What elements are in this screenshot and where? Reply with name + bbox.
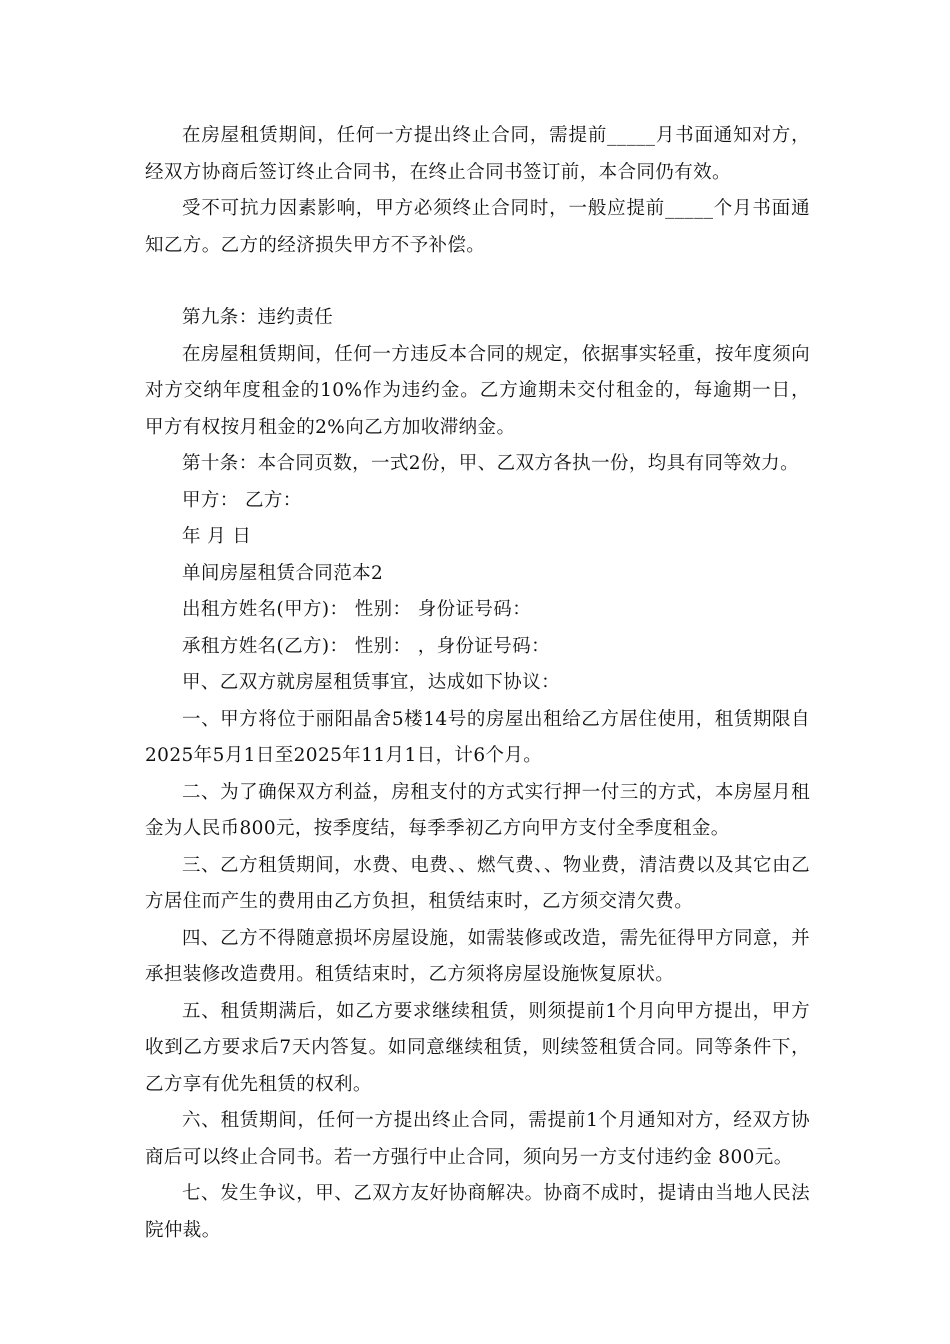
clause-3: 三、乙方租赁期间，水费、电费、、燃气费、、物业费，清洁费以及其它由乙方居住而产生的费用由乙方负担，租赁结束时，乙方须交清欠费。 [145, 854, 810, 912]
lessee-info: 承租方姓名(乙方)： 性别： ，身份证号码： [182, 635, 550, 657]
signature-date: 年 月 日 [182, 526, 252, 547]
clause-4: 四、乙方不得随意损坏房屋设施，如需装修或改造，需先征得甲方同意，并承担装修改造费用。租赁结束时，乙方须将房屋设施恢复原状。 [145, 927, 810, 985]
paragraph-gap [145, 264, 810, 300]
heading-article-nine: 第九条：违约责任 [182, 307, 334, 328]
paragraph-termination-notice: 在房屋租赁期间，任何一方提出终止合同，需提前_____月书面通知对方，经双方协商后签订终止合同书，在终止合同书签订前，本合同仍有效。 [145, 125, 810, 183]
signature-parties: 甲方： 乙方： [182, 489, 302, 511]
paragraph-force-majeure: 受不可抗力因素影响，甲方必须终止合同时，一般应提前_____个月书面通知乙方。乙方的经济损失甲方不予补偿。 [145, 198, 810, 256]
clause-7: 七、发生争议，甲、乙双方友好协商解决。协商不成时，提请由当地人民法院仲裁。 [145, 1183, 810, 1241]
lessor-info: 出租方姓名(甲方)： 性别： 身份证号码： [182, 599, 532, 620]
paragraph-breach-liability: 在房屋租赁期间，任何一方违反本合同的规定，依据事实轻重，按年度须向对方交纳年度租金的10%作为违约金。乙方逾期未交付租金的，每逾期一日，甲方有权按月租金的2%向乙方加收滞纳金。 [145, 343, 810, 438]
paragraph-article-ten: 第十条：本合同页数，一式2份，甲、乙双方各执一份，均具有同等效力。 [182, 453, 799, 474]
document-body [145, 118, 810, 1249]
contract-template-title: 单间房屋租赁合同范本2 [182, 562, 384, 584]
clause-2: 二、为了确保双方利益，房租支付的方式实行押一付三的方式，本房屋月租金为人民币800元，按季度结，每季季初乙方向甲方支付全季度租金。 [145, 781, 810, 839]
clause-5: 五、租赁期满后，如乙方要求继续租赁，则须提前1个月向甲方提出，甲方收到乙方要求后7天内答复。如同意继续租赁，则续签租赁合同。同等条件下，乙方享有优先租赁的权利。 [145, 1000, 810, 1095]
agreement-intro: 甲、乙双方就房屋租赁事宜，达成如下协议： [182, 672, 561, 693]
clause-6: 六、租赁期间，任何一方提出终止合同，需提前1个月通知对方，经双方协商后可以终止合同书。若一方强行中止合同，须向另一方支付违约金 800元。 [145, 1110, 810, 1168]
clause-1: 一、甲方将位于丽阳晶舍5楼14号的房屋出租给乙方居住使用，租赁期限自2025年5月1日至2025年11月1日，计6个月。 [145, 708, 810, 766]
